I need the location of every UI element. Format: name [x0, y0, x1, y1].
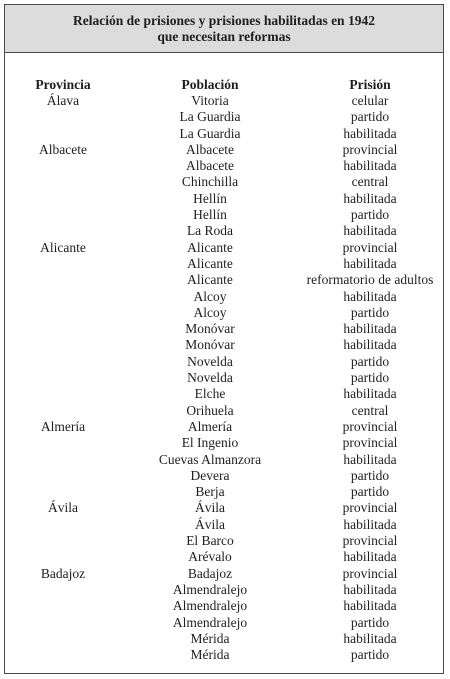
cell-prision: habilitada — [343, 451, 397, 467]
cell-poblacion: Cuevas Almanzora — [158, 451, 262, 467]
table-row — [5, 142, 445, 158]
cell-prision: habilitada — [343, 337, 397, 353]
table-row — [5, 533, 445, 549]
table-row — [5, 223, 445, 239]
cell-prision: partido — [350, 353, 390, 369]
cell-provincia — [5, 126, 125, 142]
cell-poblacion: Monóvar — [185, 321, 235, 337]
cell-prision: provincial — [342, 565, 398, 581]
cell-prision: celular — [351, 93, 389, 108]
cell-prision: partido — [350, 614, 390, 630]
cell-poblacion: Vitoria — [191, 93, 229, 108]
prisons-table — [5, 76, 445, 663]
cell-provincia — [5, 256, 125, 272]
cell-poblacion: Ávila — [195, 500, 225, 516]
table-row — [5, 337, 445, 353]
cell-prision: habilitada — [343, 321, 397, 337]
table-row — [5, 272, 445, 288]
header-prision: Prisión — [349, 77, 391, 92]
cell-provincia — [5, 158, 125, 174]
cell-prision: partido — [350, 370, 390, 386]
cell-provincia: Almería — [40, 418, 86, 434]
cell-provincia — [5, 549, 125, 565]
table-row — [5, 354, 445, 370]
cell-provincia — [5, 289, 125, 305]
table-row — [5, 615, 445, 631]
cell-poblacion: Almendralejo — [172, 614, 248, 630]
cell-prision: habilitada — [343, 255, 397, 271]
cell-poblacion: Novelda — [187, 353, 233, 369]
cell-prision: partido — [350, 484, 390, 500]
title-box — [5, 5, 443, 53]
cell-provincia — [5, 305, 125, 321]
cell-poblacion: Alcoy — [193, 288, 227, 304]
cell-poblacion: Novelda — [187, 370, 233, 386]
table-row — [5, 517, 445, 533]
cell-prision: habilitada — [343, 125, 397, 141]
cell-poblacion: Badajoz — [187, 565, 233, 581]
table-row — [5, 191, 445, 207]
cell-provincia — [5, 452, 125, 468]
cell-prision: habilitada — [343, 386, 397, 402]
cell-provincia — [5, 370, 125, 386]
cell-poblacion: Alicante — [187, 272, 233, 288]
cell-provincia — [5, 109, 125, 125]
cell-prision: habilitada — [343, 549, 397, 565]
cell-poblacion: Albacete — [186, 158, 234, 174]
cell-prision: habilitada — [343, 190, 397, 206]
table-row — [5, 435, 445, 451]
cell-poblacion: Albacete — [186, 141, 234, 157]
table-row — [5, 566, 445, 582]
header-poblacion: Población — [181, 77, 239, 92]
cell-poblacion: Berja — [195, 484, 225, 500]
cell-provincia — [5, 354, 125, 370]
cell-provincia — [5, 631, 125, 647]
table-row — [5, 419, 445, 435]
cell-provincia — [5, 386, 125, 402]
header-row — [5, 76, 445, 93]
cell-provincia — [5, 207, 125, 223]
cell-prision: habilitada — [343, 598, 397, 614]
cell-prision: partido — [350, 304, 390, 320]
table-row — [5, 370, 445, 386]
cell-provincia — [5, 403, 125, 419]
cell-prision: provincial — [342, 141, 398, 157]
cell-poblacion: El Barco — [186, 533, 234, 549]
table-row — [5, 174, 445, 190]
table-row — [5, 158, 445, 174]
cell-prision: provincial — [342, 533, 398, 549]
table-row — [5, 321, 445, 337]
table-row — [5, 109, 445, 125]
table-row — [5, 452, 445, 468]
cell-poblacion: Almería — [187, 418, 233, 434]
table-row — [5, 305, 445, 321]
cell-poblacion: Alicante — [187, 239, 233, 255]
document-frame — [4, 4, 444, 674]
cell-poblacion: El Ingenio — [181, 435, 239, 451]
title-line-2: que necesitan reformas — [157, 28, 291, 44]
title-line-1: Relación de prisiones y prisiones habilitadas en 1942 — [73, 12, 375, 28]
cell-provincia — [5, 468, 125, 484]
cell-poblacion: Alcoy — [193, 304, 227, 320]
cell-provincia — [5, 272, 125, 288]
cell-prision: habilitada — [343, 158, 397, 174]
table-row — [5, 403, 445, 419]
cell-poblacion: Hellín — [193, 207, 227, 223]
cell-provincia: Álava — [46, 93, 80, 108]
cell-poblacion: La Guardia — [179, 109, 241, 125]
cell-prision: habilitada — [343, 516, 397, 532]
table-row — [5, 549, 445, 565]
cell-prision: provincial — [342, 239, 398, 255]
cell-prision: provincial — [342, 418, 398, 434]
cell-provincia: Ávila — [48, 500, 78, 516]
table-row — [5, 647, 445, 663]
cell-poblacion: Almendralejo — [172, 581, 248, 597]
cell-provincia — [5, 223, 125, 239]
table-row — [5, 598, 445, 614]
cell-poblacion: Ávila — [195, 516, 225, 532]
table-row — [5, 126, 445, 142]
cell-poblacion: Mérida — [190, 630, 230, 646]
cell-prision: reformatorio de adultos — [306, 272, 434, 288]
cell-poblacion: Devera — [190, 467, 230, 483]
cell-poblacion: La Guardia — [179, 125, 241, 141]
table-row — [5, 207, 445, 223]
cell-poblacion: Chinchilla — [181, 174, 239, 190]
table-row — [5, 256, 445, 272]
cell-poblacion: Orihuela — [186, 402, 234, 418]
cell-prision: partido — [350, 467, 390, 483]
prisons-table-area — [5, 76, 443, 663]
cell-provincia: Alicante — [40, 239, 86, 255]
cell-poblacion: Elche — [194, 386, 226, 402]
cell-poblacion: La Roda — [186, 223, 234, 239]
cell-prision: habilitada — [343, 288, 397, 304]
cell-provincia — [5, 517, 125, 533]
cell-provincia — [5, 582, 125, 598]
cell-prision: provincial — [342, 500, 398, 516]
cell-poblacion: Monóvar — [185, 337, 235, 353]
table-row — [5, 631, 445, 647]
cell-prision: partido — [350, 647, 390, 663]
cell-poblacion: Alicante — [187, 255, 233, 271]
cell-provincia — [5, 533, 125, 549]
cell-prision: habilitada — [343, 581, 397, 597]
cell-provincia — [5, 647, 125, 663]
cell-provincia — [5, 191, 125, 207]
cell-provincia — [5, 337, 125, 353]
cell-provincia — [5, 598, 125, 614]
table-row — [5, 289, 445, 305]
table-row — [5, 468, 445, 484]
header-provincia: Provincia — [35, 77, 91, 92]
table-row — [5, 386, 445, 402]
cell-prision: central — [351, 174, 389, 190]
cell-provincia — [5, 321, 125, 337]
cell-poblacion: Arévalo — [188, 549, 232, 565]
cell-prision: habilitada — [343, 630, 397, 646]
cell-provincia — [5, 174, 125, 190]
cell-provincia: Albacete — [39, 141, 87, 157]
table-row — [5, 582, 445, 598]
table-row — [5, 500, 445, 516]
cell-poblacion: Hellín — [193, 190, 227, 206]
cell-prision: central — [351, 402, 389, 418]
cell-prision: habilitada — [343, 223, 397, 239]
cell-prision: partido — [350, 109, 390, 125]
table-body — [5, 93, 445, 663]
cell-provincia — [5, 435, 125, 451]
cell-provincia: Badajoz — [40, 565, 86, 581]
table-row — [5, 484, 445, 500]
cell-provincia — [5, 615, 125, 631]
cell-poblacion: Mérida — [190, 647, 230, 663]
table-row — [5, 240, 445, 256]
table-row — [5, 93, 445, 109]
cell-provincia — [5, 484, 125, 500]
cell-prision: provincial — [342, 435, 398, 451]
cell-prision: partido — [350, 207, 390, 223]
cell-poblacion: Almendralejo — [172, 598, 248, 614]
